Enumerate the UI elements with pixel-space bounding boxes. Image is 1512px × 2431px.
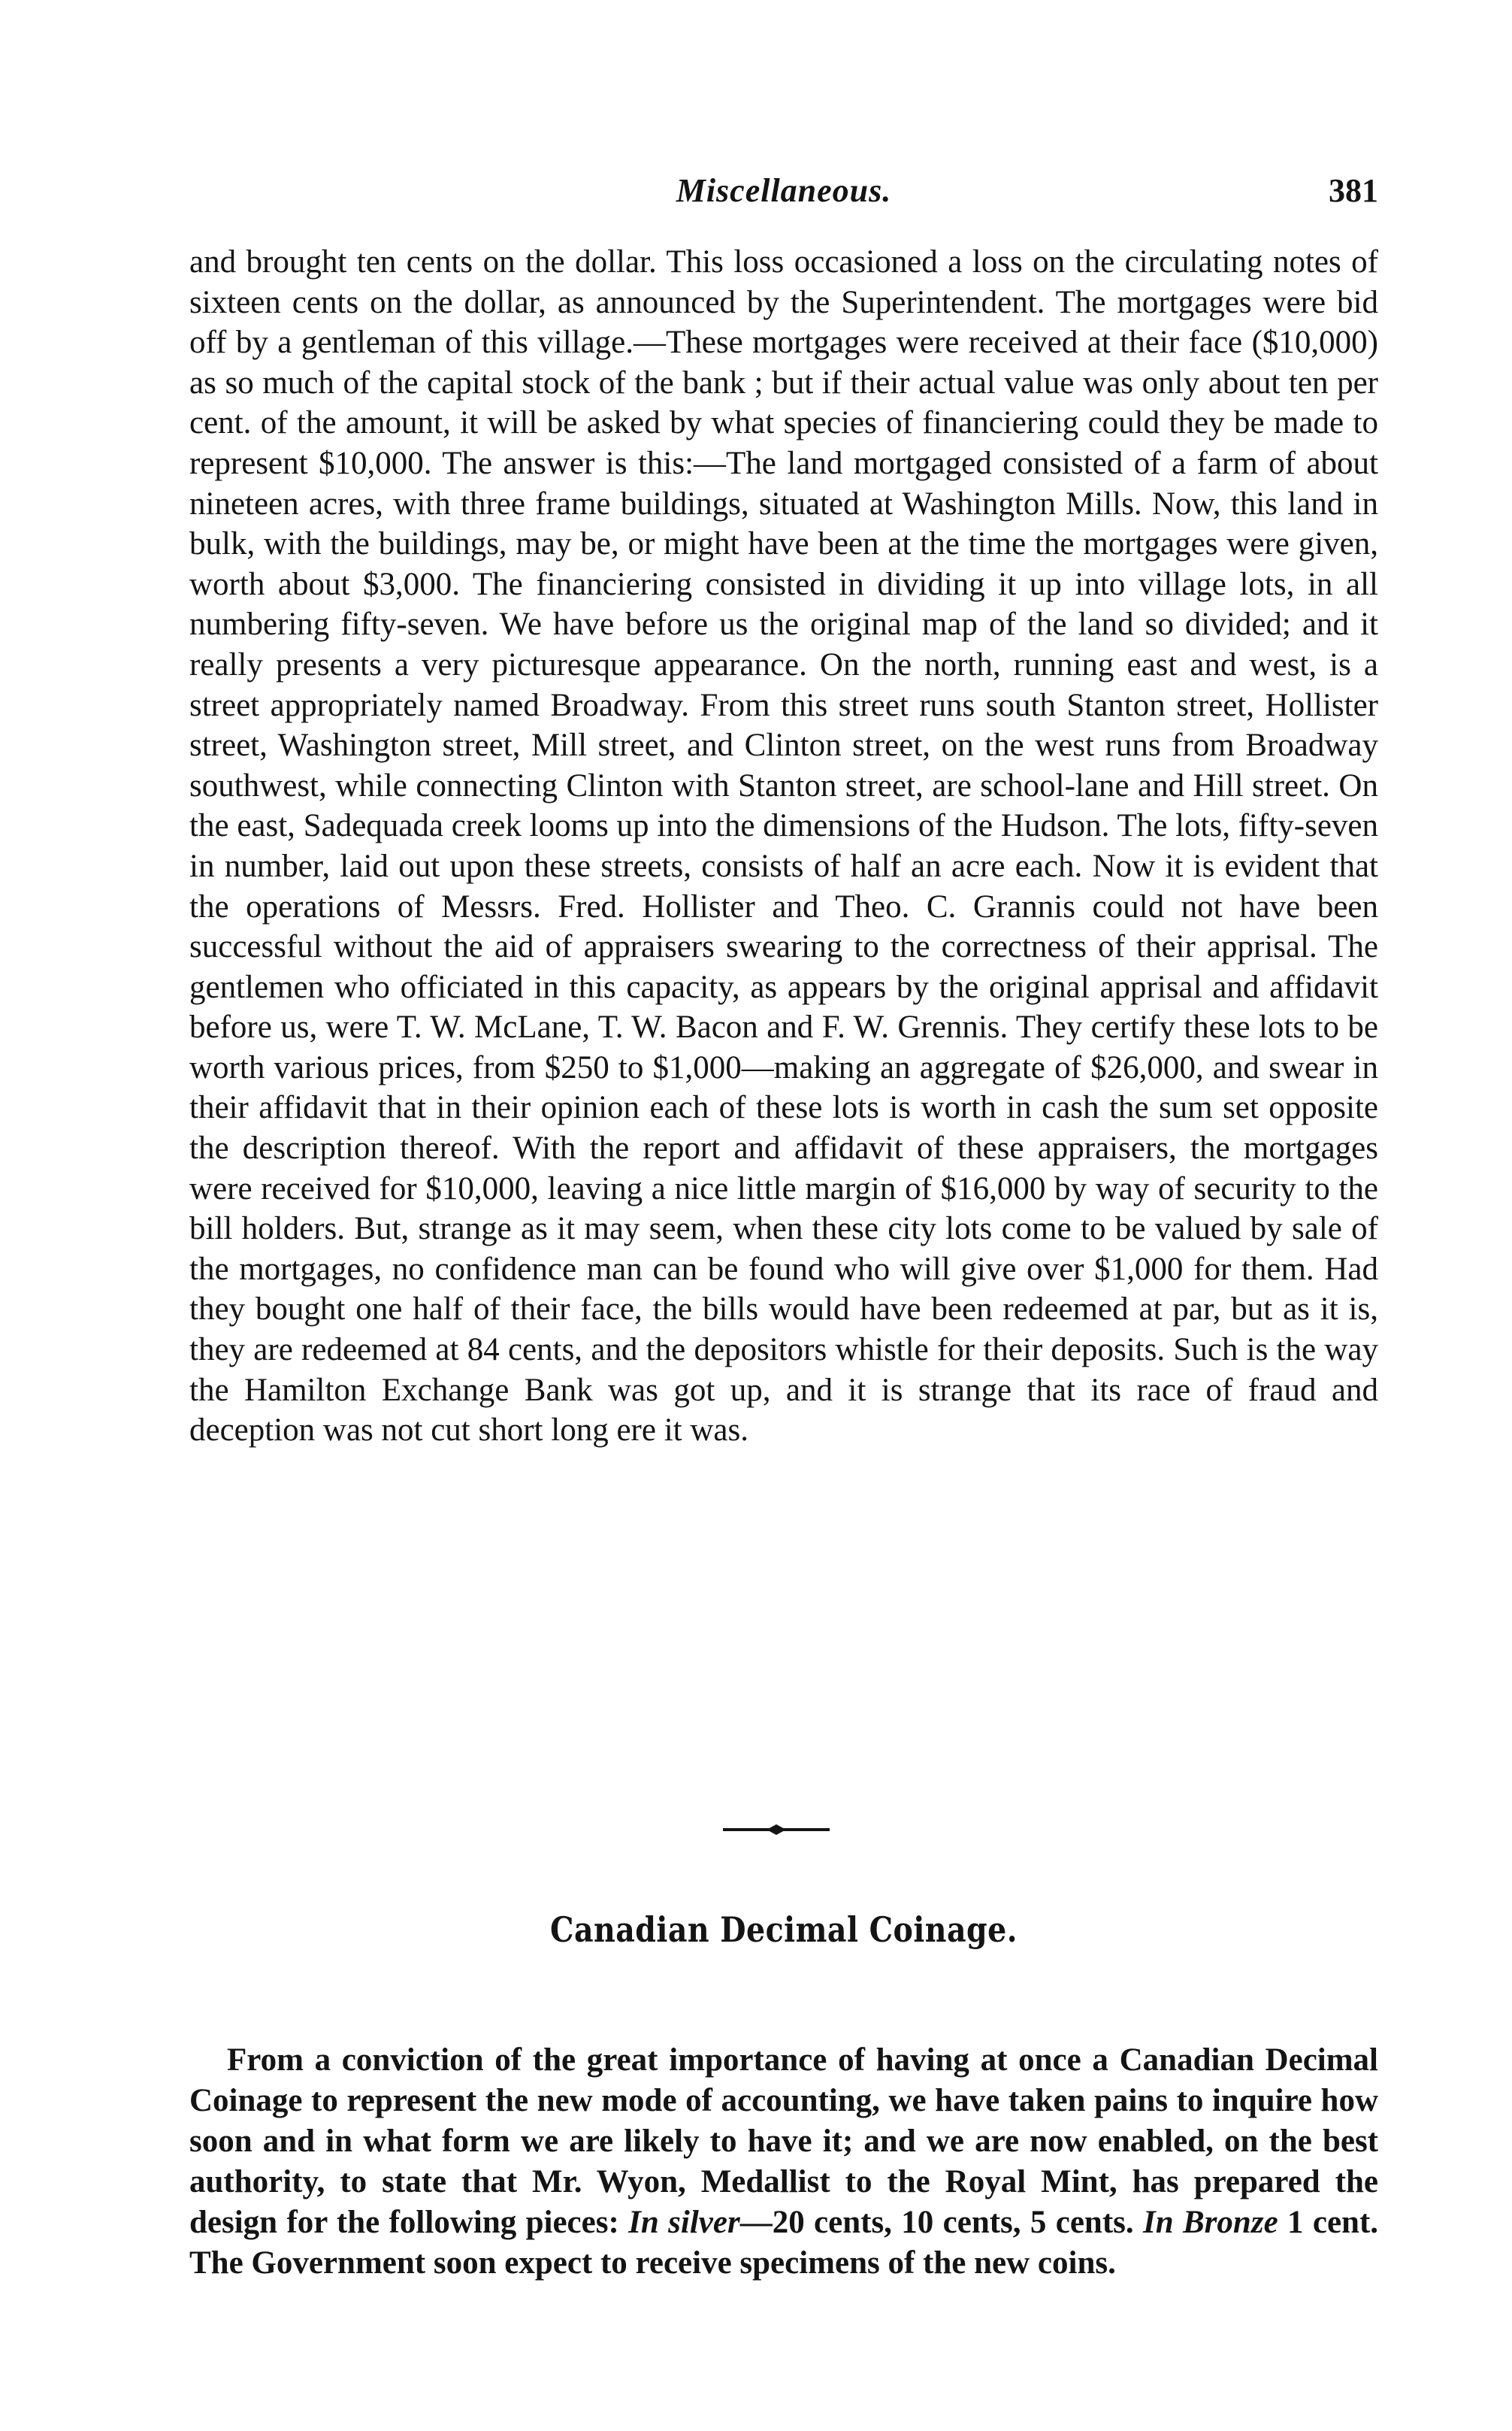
running-head bbox=[189, 171, 1378, 216]
section-divider-ornament bbox=[720, 1822, 833, 1837]
section-text-part1: From a conviction of the great importance of having at once a Canadian Decimal Coinage to represent the new mode of accounting, we have taken pains to inquire how soon and in what form we are likely to have it; and we are now enabled, on the best authority, to state that Mr. Wyon, Medallist to the Royal Mint, has prepared the design for the following pieces: bbox=[189, 2042, 1378, 2240]
running-title: Miscellaneous. bbox=[676, 172, 892, 209]
label-in-bronze: In Bronze bbox=[1143, 2205, 1278, 2240]
article-paragraph: and brought ten cents on the dollar. This loss occasioned a loss on the circulating notes of sixteen cents on the dollar, as announced by the Superintendent. The mortgages were bid off by a gentleman of this village.—These mortgages were received at their face ($10,000) as so much of the capital stock of the bank ; but if their actual value was only about ten per cent. of the amount, it will be asked by what species of financiering could they be made to represent $10,000. The answer is this:—The land mortgaged consisted of a farm of about nineteen acres, with three frame buildings, situated at Washington Mills. Now, this land in bulk, with the buildings, may be, or might have been at the time the mortgages were given, worth about $3,000. The financiering consisted in dividing it up into village lots, in all numbering fifty-seven. We have before us the original map of the land so divided; and it really presents a very picturesque appearance. On the north, running east and west, is a street appropriately named Broadway. From this street runs south Stanton street, Hollister street, Washington street, Mill street, and Clinton street, on the west runs from Broadway southwest, while connecting Clinton with Stanton street, are school-lane and Hill street. On the east, Sadequada creek looms up into the dimensions of the Hudson. The lots, fifty-seven in number, laid out upon these streets, consists of half an acre each. Now it is evident that the operations of Messrs. Fred. Hollister and Theo. C. Grannis could not have been successful without the aid of appraisers swearing to the correctness of their apprisal. The gentlemen who officiated in this capacity, as appears by the original apprisal and affidavit before us, were T. W. McLane, T. W. Bacon and F. W. Grennis. They certify these lots to be worth various prices, from $250 to $1,000—making an aggregate of $26,000, and swear in their affidavit that in their opinion each of these lots is worth in cash the sum set opposite the description thereof. With the report and affidavit of these appraisers, the mortgages were received for $10,000, leaving a nice little margin of $16,000 by way of security to the bill holders. But, strange as it may seem, when these city lots come to be valued by sale of the mortgages, no confidence man can be found who will give over $1,000 for them. Had they bought one half of their face, the bills would have been redeemed at par, but as it is, they are redeemed at 84 cents, and the depositors whistle for their deposits. Such is the way the Hamilton Exchange Bank was got up, and it is strange that its race of fraud and deception was not cut short long ere it was. bbox=[189, 244, 1378, 1449]
section-text-part2: —20 cents, 10 cents, 5 cents. bbox=[739, 2205, 1134, 2240]
section-paragraph bbox=[189, 2040, 1378, 2284]
section-text-part3: 1 cent. The Government soon expect to receive specimens of the new coins. bbox=[189, 2205, 1379, 2281]
page-number: 381 bbox=[1329, 172, 1378, 209]
label-in-silver: In silver bbox=[628, 2205, 740, 2240]
section-heading: Canadian Decimal Coinage. bbox=[550, 1909, 1018, 1950]
